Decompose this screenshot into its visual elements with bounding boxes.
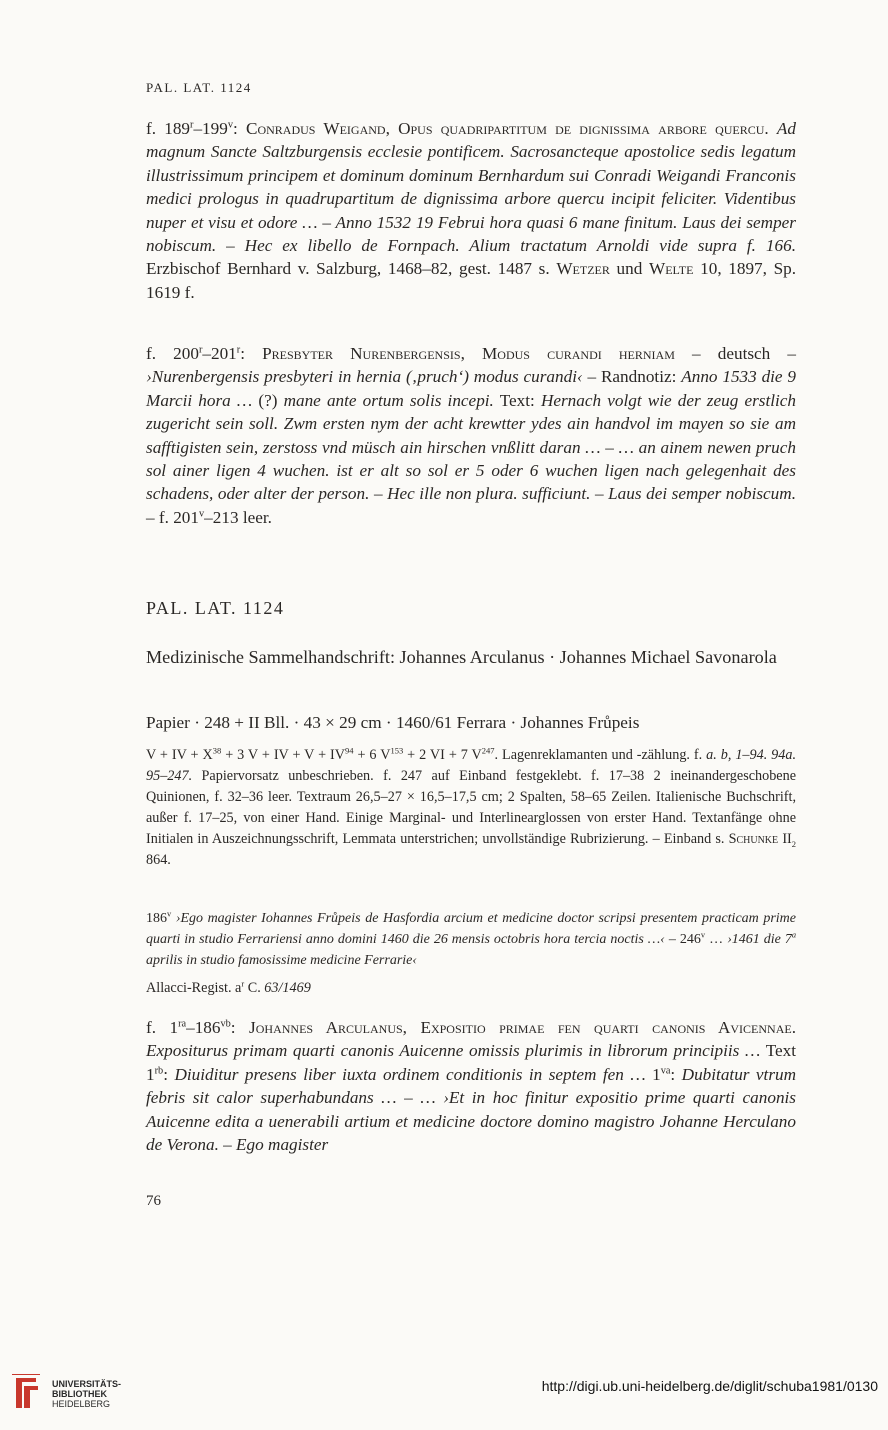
entry-title: Johannes Arculanus, Expositio primae fen quarti canonis Avicennae. (249, 1018, 796, 1037)
randnotiz-text-2: mane ante ortum solis incepi. (283, 390, 494, 410)
manuscript-description: V + IV + $X^{38} + 3$ V + IV + $V + IV^{94} + 6$ $V^{153} + 2$ VI + 7 $V^{247}$. Lagenreklamanten und -zählung. f. a. b, 1–94. 94a. 95–247. Papiervorsatz unbeschrieben. f. 247 auf Einband festgeklebt. f. 17–38 2 ineinandergeschobene Quinionen, f. 32–36 leer. Textraum 26,5–27 × 16,5–17,5 cm; 2 Spalten, 58–65 Zeilen. Italienische Buchschrift, außer f. 17–25, von einer Hand. Einige Marginal- und Interlinearglossen von erster Hand. Textanfänge ohne Initialen in Auszeichnungsschrift, Lemmata unterstrichen; unvollständige Rubrizierung. – Einband s. Schunke $II_2$ 864. (146, 745, 797, 868)
colophon-text: ›Ego magister Iohannes Frůpeis de Hasfordia arcium et medicine doctor scripsi presentem practicam prime quarti in studio Ferrariensi anno domini 1460 die 26 mensis octobris hora tercia noctis …‹ (146, 911, 797, 947)
randnotiz-text: Anno 1533 die 9 Marcii hora … (146, 367, 796, 410)
library-logo-icon[interactable] (10, 1374, 42, 1412)
folio-ref: f. 200$^r$–201$^r$: (146, 344, 245, 363)
author-wetzer: Wetzer (556, 259, 610, 279)
entry-title: Conradus Weigand, Opus quadripartitum de dignissima arbore quercu. (245, 119, 769, 138)
allacci-register: Allacci-Regist. $a^r$ C. 63/1469 (146, 978, 311, 996)
footer-bar (0, 1366, 888, 1430)
italic-title: ›Nurenbergensis presbyteri in hernia (‚pruch‘) modus curandi‹ (146, 367, 583, 387)
ref-text: 10, 1897, Sp. 1619 f. (146, 259, 797, 302)
entry-nurenbergensis (146, 342, 796, 529)
entry-title: Presbyter Nurenbergensis, Modus curandi herniam (262, 344, 675, 363)
running-head: PAL. LAT. 1124 (146, 80, 252, 95)
und-text: und (616, 259, 643, 279)
tail-ref: – f. 201$^v$–213 leer. (146, 507, 272, 527)
folio-ref: f. 189$^r$–199$^v$: (146, 119, 238, 138)
folio-ref: f. $1^{ra}-186^{vb}$: (146, 1018, 236, 1037)
text-body: Dubitatur vtrum febris sit calor superhabundans … – … ›Et in hoc finitur expositio prime quarti canonis Auicenne edita a uenerabili artium et medicine doctore domino magistro Johanne Herculano de Verona. – Ego magister (146, 1064, 797, 1155)
colophon-text-2: aprilis in studio famosissime medicine Ferrarie‹ (146, 952, 418, 968)
query-mark: (?) (258, 390, 278, 410)
incipit-text: Expositurus primam quarti canonis Auicenne omissis plurimis in librorum principiis … (146, 1041, 761, 1061)
note-text: Erzbischof Bernhard v. Salzburg, 1468–82, gest. 1487 s. (146, 259, 550, 279)
lang-note: – deutsch – (692, 344, 796, 363)
randnotiz-label: – Randnotiz: (587, 367, 677, 387)
description-body: Papiervorsatz unbeschrieben. f. 247 auf Einband festgeklebt. f. 17–38 2 ineinandergeschobene Quinionen, f. 32–36 leer. Textraum 26,5–27 × 16,5–17,5 cm; 2 Spalten, 58–65 Zeilen. Italienische Buchschrift, außer f. 17–25, von einer Hand. Einige Marginal- und Interlinearglossen von erster Hand. Textanfänge ohne Initialen in Auszeichnungsschrift, Lemmata unterstrichen; unvollständige Rubrizierung. – Einband s. (146, 767, 796, 847)
entry-arculanus: f. $1^{ra}-186^{vb}$: Johannes Arculanus, Expositio primae fen quarti canonis Avicennae. Expositurus primam quarti canonis Auicenne omissis plurimis in librorum principiis … Text $1^{rb}$: Diuiditur presens liber iuxta ordinem conditionis in septem fen … $1^{va}$: Dubitatur vtrum febris sit calor superhabundans … – … ›Et in hoc finitur expositio prime quarti canonis Auicenne edita a uenerabili artium et medicine doctore domino magistro Johanne Herculano de Verona. – Ego magister (146, 1018, 797, 1155)
entry-weigand (146, 117, 796, 304)
text-label: Text: (499, 390, 535, 410)
text-incipit: Diuiditur presens liber iuxta ordinem conditionis in septem fen … (174, 1064, 646, 1084)
author-welte: Welte (649, 259, 694, 279)
manuscript-meta: Papier · 248 + II Bll. · 43 × 29 cm · 1460/61 Ferrara · Johannes Frůpeis (146, 713, 640, 732)
page-number: 76 (146, 1193, 161, 1209)
colophon: 186$^v$ ›Ego magister Iohannes Frůpeis de Hasfordia arcium et medicine doctor scripsi presentem practicam prime quarti in studio Ferrariensi anno domini 1460 die 26 mensis octobris hora tercia noctis …‹ – 246$^v$ … ›1461 die 7$^a$ aprilis in studio famosissime medicine Ferrarie‹ (146, 909, 797, 968)
text-body: Hernach volgt wie der zeug erstlich zugericht sein soll. Zwm ersten nym der acht krewtter ydes ain handvol im mayen so sie am safftigisten sein, zerstoss vnd müsch ain hirschen vnßlitt daran … – … an ainem newen pruch sol ainer ligen 4 wuchen. ist er alt so sol er 5 oder 6 wuchen ligen nach gelegenhait des schadens, oder alter der person. – Hec ille non plura. sufficiunt. – Laus dei semper nobiscum. (146, 390, 797, 504)
library-name: UNIVERSITÄTS- BIBLIOTHEK HEIDELBERG (52, 1379, 122, 1409)
author-schunke: Schunke (728, 830, 779, 847)
incipit-text: Ad magnum Sancte Saltzburgensis ecclesie pontificem. Sacrosancteque apostolice sedis legatum illustrissimum principem et dominum dominum Bernhardum sui Conradi Weigandi Franconis medici prologus in quadrupartitum de dignissima arbore quercu incipit feliciter. Videntibus nuper et visu et odore … – Anno 1532 19 Februi hora quasi 6 mane finitum. Laus dei semper nobiscum. – Hec ex libello de Fornpach. Alium tractatum Arnoldi vide supra f. 166. (146, 119, 797, 256)
source-url-link[interactable]: http://digi.ub.uni-heidelberg.de/diglit/schuba1981/0130 (541, 1378, 878, 1394)
foliation-italic: a. b, 1–94. 94a. 95–247. (146, 747, 797, 784)
section-title: PAL. LAT. 1124 (146, 598, 285, 618)
manuscript-heading: Medizinische Sammelhandschrift: Johannes Arculanus · Johannes Michael Savonarola (146, 647, 777, 667)
